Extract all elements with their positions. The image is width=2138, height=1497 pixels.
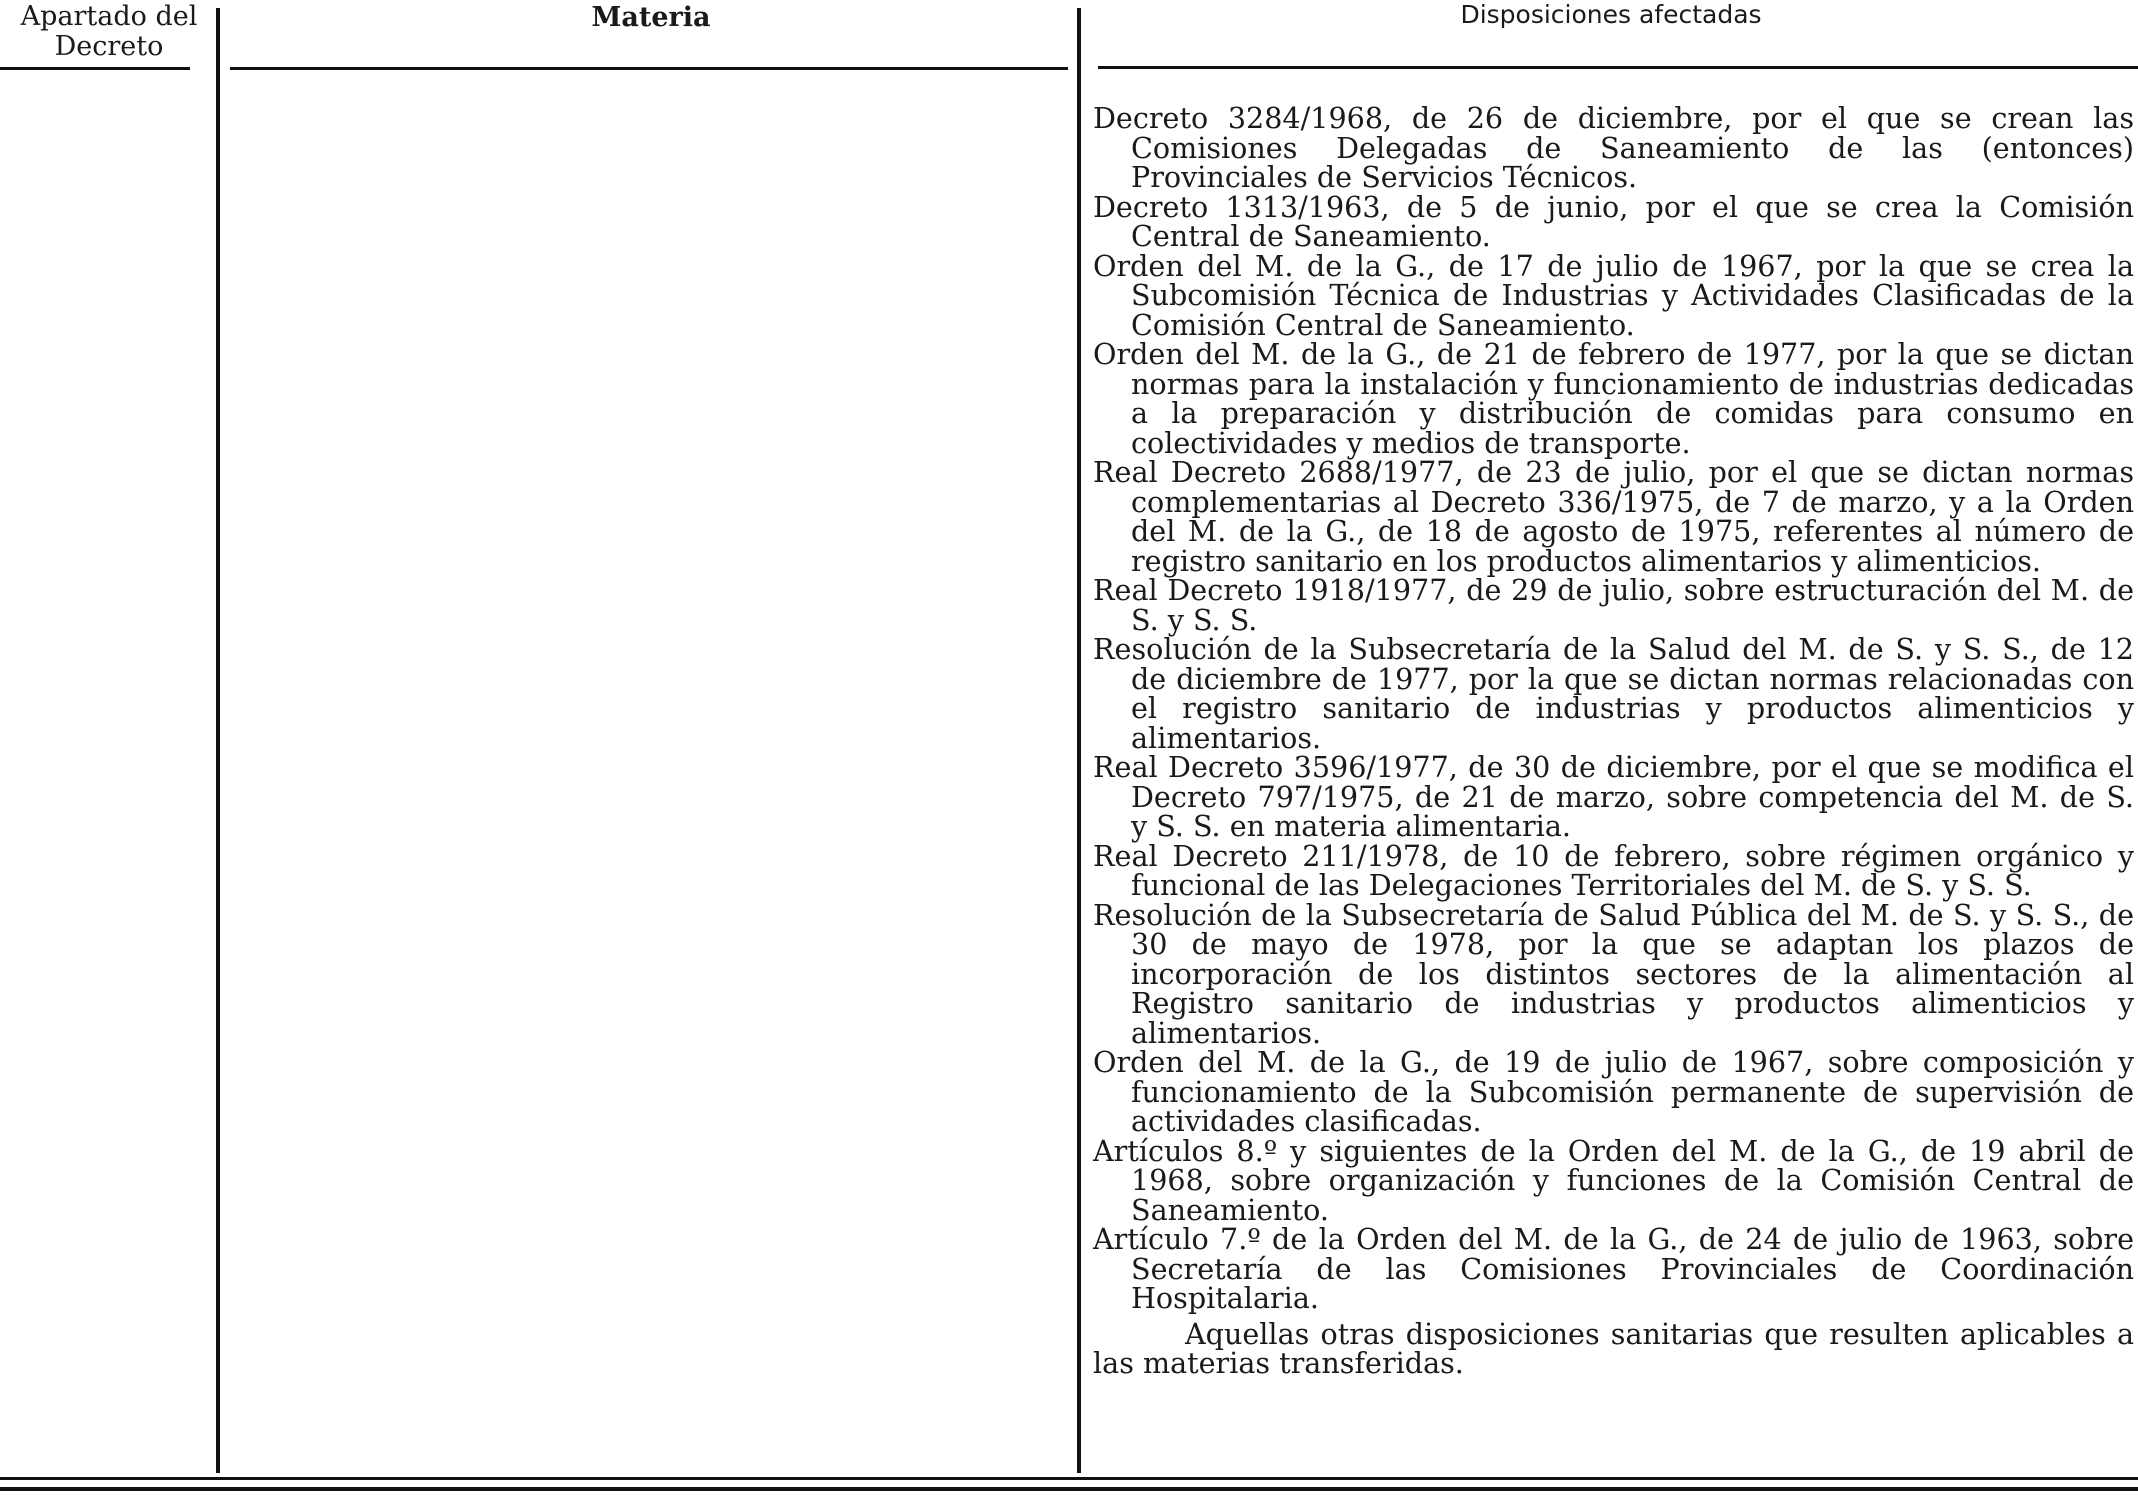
table-bottom-rule (0, 1487, 2138, 1491)
dispositions-list (1093, 101, 2134, 1380)
disposition-entry: Decreto 3284/1968, de 26 de diciembre, por el que se crean las Comisiones Delegadas de Saneamiento de las (entonces) Provinciales de Servicios Técnicos. (1093, 101, 2134, 194)
disposition-entry: Real Decreto 2688/1977, de 23 de julio, por el que se dictan normas complementarias al Decreto 336/1975, de 7 de marzo, y a la Orden del M. de la G., de 18 de agosto de 1975, referentes al número de registro sanitario en los productos alimentarios y alimenticios. (1093, 455, 2134, 578)
table-bottom-rule (0, 1477, 2138, 1480)
column-divider (216, 8, 220, 1473)
disposition-entry: Orden del M. de la G., de 21 de febrero de 1977, por la que se dictan normas para la instalación y funcionamiento de industrias dedicadas a la preparación y distribución de comidas para consumo en colectividades y medios de transporte. (1093, 337, 2134, 460)
header-rule (0, 67, 190, 70)
disposition-entry: Artículos 8.º y siguientes de la Orden del M. de la G., de 19 abril de 1968, sobre organización y funciones de la Comisión Central de Saneamiento. (1093, 1133, 2134, 1227)
disposition-entry: Artículo 7.º de la Orden del M. de la G., de 24 de julio de 1963, sobre Secretaría de las Comisiones Provinciales de Coordinación Hospitalaria. (1093, 1222, 2134, 1315)
disposition-entry: Resolución de la Subsecretaría de Salud Pública del M. de S. y S. S., de 30 de mayo de 1978, por la que se adaptan los plazos de incorporación de los distintos sectores de la alimentación al Registro sanitario de industrias y productos alimenticios y alimentarios. (1093, 897, 2134, 1050)
disposition-entry: Real Decreto 3596/1977, de 30 de diciembre, por el que se modifica el Decreto 797/1975, de 21 de marzo, sobre competencia del M. de S. y S. S. en materia alimentaria. (1093, 750, 2134, 843)
column-header-disposiciones: Disposiciones afectadas (1460, 0, 1762, 29)
closing-paragraph: Aquellas otras disposiciones sanitarias que resulten aplicables a las materias transferidas. (1093, 1316, 2134, 1380)
disposition-entry: Decreto 1313/1963, de 5 de junio, por el que se crea la Comisión Central de Saneamiento. (1093, 189, 2134, 253)
column-divider (1077, 8, 1081, 1473)
disposition-entry: Orden del M. de la G., de 19 de julio de 1967, sobre composición y funcionamiento de la Subcomisión permanente de supervisión de actividades clasificadas. (1093, 1045, 2134, 1138)
disposition-entry: Resolución de la Subsecretaría de la Salud del M. de S. y S. S., de 12 de diciembre de 1977, por la que se dictan normas relacionadas con el registro sanitario de industrias y productos alimenticios y alimentarios. (1093, 632, 2134, 755)
disposition-entry: Orden del M. de la G., de 17 de julio de 1967, por la que se crea la Subcomisión Técnica de Industrias y Actividades Clasificadas de la Comisión Central de Saneamiento. (1093, 248, 2134, 342)
header-rule (1098, 66, 2138, 69)
column-header-materia: Materia (591, 2, 711, 33)
column-header-apartado: Apartado del Decreto (20, 1, 198, 62)
header-rule (230, 67, 1068, 70)
disposition-entry: Real Decreto 1918/1977, de 29 de julio, sobre estructuración del M. de S. y S. S. (1093, 573, 2134, 637)
disposition-entry: Real Decreto 211/1978, de 10 de febrero, sobre régimen orgánico y funcional de las Delegaciones Territoriales del M. de S. y S. S. (1093, 838, 2134, 902)
